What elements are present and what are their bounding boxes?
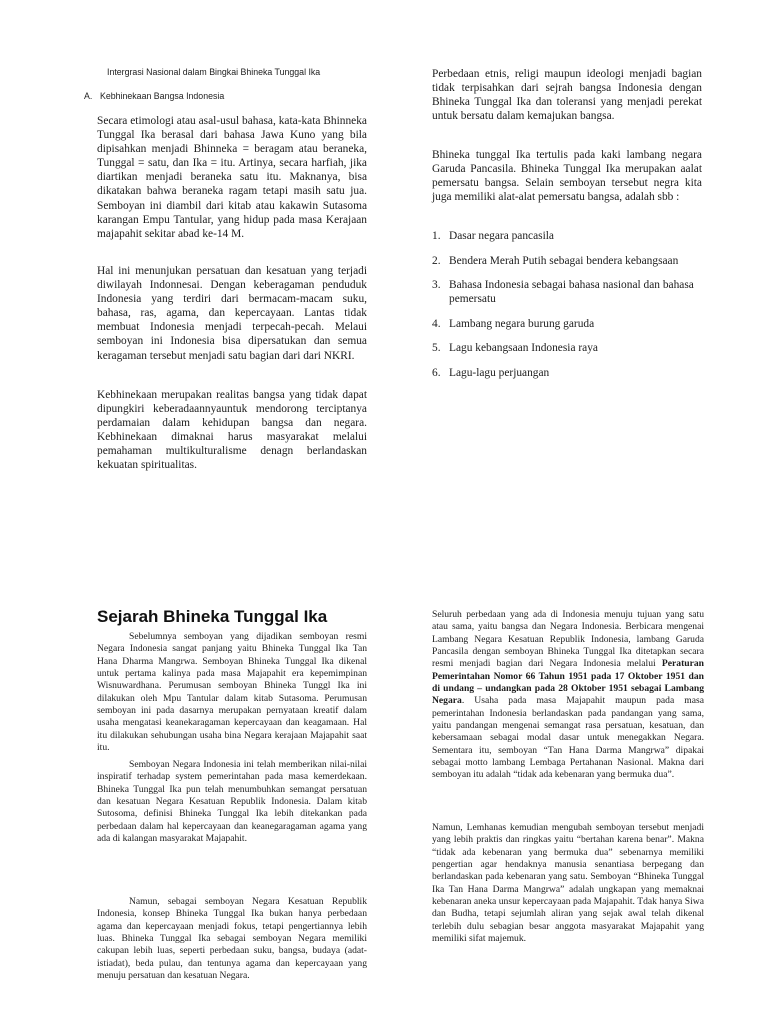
list-text: Bahasa Indonesia sebagai bahasa nasional dan bahasa pemersatu [449,279,694,306]
list-item [432,317,704,331]
history-heading: Sejarah Bhineka Tunggal Ika [97,607,328,626]
list-item [432,254,704,268]
list-item [432,278,704,306]
section-title: Kebhinekaan Bangsa Indonesia [100,91,225,101]
paragraph-text: Seluruh perbedaan yang ada di Indonesia menuju tujuan yang satu atau sama, yaitu bangsa dan Negara Indonesia. Berbicara mengenai Lambang Negara Kesatuan Republik Indonesia, lambang Garuda Pancasila dengan semboyan Bhineka Tunggal Ika ditetapkan secara resmi menjadi bagian dari Negara Indonesia melalui [432,609,704,670]
list-text: Lagu-lagu perjuangan [449,366,550,379]
paragraph-diversity-reality: Kebhinekaan merupakan realitas bangsa yang tidak dapat dipungkiri keberadaannyauntuk mendorong terciptanya perdamaian dalam kehidupan bangsa dan negara. Kebhinekaan dimaknai harus masyarakat melalui pemahaman multikulturalisme denagn berlandaskan kekuatan spiritualitas. [97,389,367,472]
list-text: Bendera Merah Putih sebagai bendera kebangsaan [449,254,679,267]
list-number: 1. [432,230,441,242]
list-text: Lagu kebangsaan Indonesia raya [449,342,598,355]
section-marker: A. [84,91,93,101]
list-number: 6. [432,366,441,379]
list-number: 2. [432,254,441,267]
paragraph-history-lemhanas: Namun, Lemhanas kemudian mengubah semboyan tersebut menjadi yang lebih praktis dan ringkas yaitu “bertahan karena benar”. Makna “tidak ada kebenaran yang bermuka dua” sebenarnya memiliki pengertian agar hendaknya manusia senantiasa berpegang dan berlandaskan pada kebenaran yang satu. Semboyan “Bhineka Tunggal Ika Tan Hana Darma Mangrwa” adalah ungkapan yang memaknai kebenaran aneka unsur kepercayaan pada Majapahit. Tdak hanya Siwa dan Budha, tetapi sejumlah aliran yang sejak awal telah dikenal terlebih dulu sebagian besar anggota masyarakat Majapahit yang memiliki sifat majemuk. [432,822,704,945]
document-title: Intergrasi Nasional dalam Bingkai Bhineka Tunggal Ika [107,67,321,77]
paragraph-garuda: Bhineka tunggal Ika tertulis pada kaki lambang negara Garuda Pancasila. Bhineka Tunggal Ika merupakan aalat pemersatu bangsa. Selain semboyan tersebut negra kita juga memiliki alat-alat pemersatu bangsa, adalah sbb : [432,149,702,204]
paragraph-unity: Hal ini menunjukan persatuan dan kesatuan yang terjadi diwilayah Indonnesai. Dengan keberagaman penduduk Indonesia yang terdiri dari bermacam-macam suku, bahasa, ras, agama, dan kepercayaan. Lantas tidak membuat Indonesia menjadi terpecah-pecah. Melaui semboyan ini Indonesia bisa dipersatukan dan semua keragaman tersebut menjadi satu bagian dari dari NKRI. [97,265,367,362]
list-item [432,366,704,380]
paragraph-etymology: Secara etimologi atau asal-usul bahasa, kata-kata Bhinneka Tunggal Ika berasal dari bahasa Jawa Kuno yang bila dipisahkan menjadi Bhinneka = beragam atau beraneka, Tunggal = satu, dan Ika = itu. Artinya, secara harfiah, jika diartikan menjadi beraneka satu itu. Maknanya, bisa dikatakan bahwa beraneka ragam tetapi masih satu jua. Semboyan ini diambil dari kitab atau kakawin Sutasoma karangan Empu Tantular, yang hidup pada masa Kerajaan majapahit sekitar abad ke-14 M. [97,115,367,240]
unifier-list [432,229,704,391]
list-text: Dasar negara pancasila [449,230,554,242]
paragraph-ethnic-differences: Perbedaan etnis, religi maupun ideologi menjadi bagian tidak terpisahkan dari sejrah bangsa Indonesia dengan Bhineka Tunggal Ika dan toleransi yang menjadi perekat untuk bersatu dalam kemajukan bangsa. [432,68,702,123]
list-text: Lambang negara burung garuda [449,317,595,330]
paragraph-history-origin: Sebelumnya semboyan yang dijadikan semboyan resmi Negara Indonesia sangat panjang yaitu Bhineka Tunggal Ika Tan Hana Dharma Mangrwa. Semboyan Bhineka Tunggal Ika dikenal untuk pertama kalinya pada masa Majapahit era kepemimpinan Wisnuwardhana. Perumusan semboyan Bhineka Tunggl Ika ini dilakukan oleh Mpu Tantular dalam kitab Sutasoma. Perumusan semboyan ini pada dasarnya merupakan pernyataan kreatif dalam usaha mengatasi keanekaragaman kepercayaan dan keagamaan. Hal itu dilakukan sehubungan usaha bina Negara kerajaan Majapahit saat itu. [97,631,367,754]
paragraph-history-law [432,609,704,782]
list-number: 3. [432,279,441,292]
paragraph-history-scope: Namun, sebagai semboyan Negara Kesatuan Republik Indonesia, konsep Bhineka Tunggal Ika bukan hanya perbedaan agama dan kepercayaan menjadi fokus, tetapi pengertiannya lebih luas. Bhineka Tunggal Ika sebagai semboyan Negara memiliki cakupan lebih luas, seperti perbedaan suku, bangsa, budaya (adat-istiadat), beda pulau, dan tentunya agama dan kepercayaan yang menuju persatuan dan kesatuan Negara. [97,896,367,982]
regulation-citation: Peraturan Pemerintahan Nomor 66 Tahun 1951 pada 17 Oktober 1951 dan di undang – undangkan pada 28 Oktober 1951 sebagai Lambang Negara [432,658,704,707]
section-heading [84,91,384,101]
list-item [432,341,704,355]
paragraph-history-inspiration: Semboyan Negara Indonesia ini telah memberikan nilai-nilai inspiratif terhadap system pemerintahan pada masa kemerdekaan. Bhineka Tunggal Ika pun telah menumbuhkan semangat persatuan dan kesatuan Negara Kesatuan Republik Indonesia. Dalam kitab Sutosoma, definisi Bhineka Tunggal Ika lebih ditekankan pada perbedaan dalam hal kepercayaan dan keanegaragaman agama yang ada di kalangan masyarakat Majapahit. [97,759,367,845]
paragraph-text: . Usaha pada masa Majapahit maupun pada masa pemerintahan Indonesia berlandaskan pada pandangan yang sama, yaitu pandangan mengenai semangat rasa persatuan, kesatuan, dan kebersamaan sebagai modal dasar untuk menegakkan Negara. Sementara itu, semboyan “Tan Hana Darma Mangrwa” dipakai sebagai motto lambang Lembaga Pertahanan Nasional. Makna dari semboyan itu adalah “tidak ada kebenaran yang bermuka dua”. [432,695,704,781]
list-item [432,229,704,243]
list-number: 5. [432,342,441,355]
list-number: 4. [432,317,441,330]
